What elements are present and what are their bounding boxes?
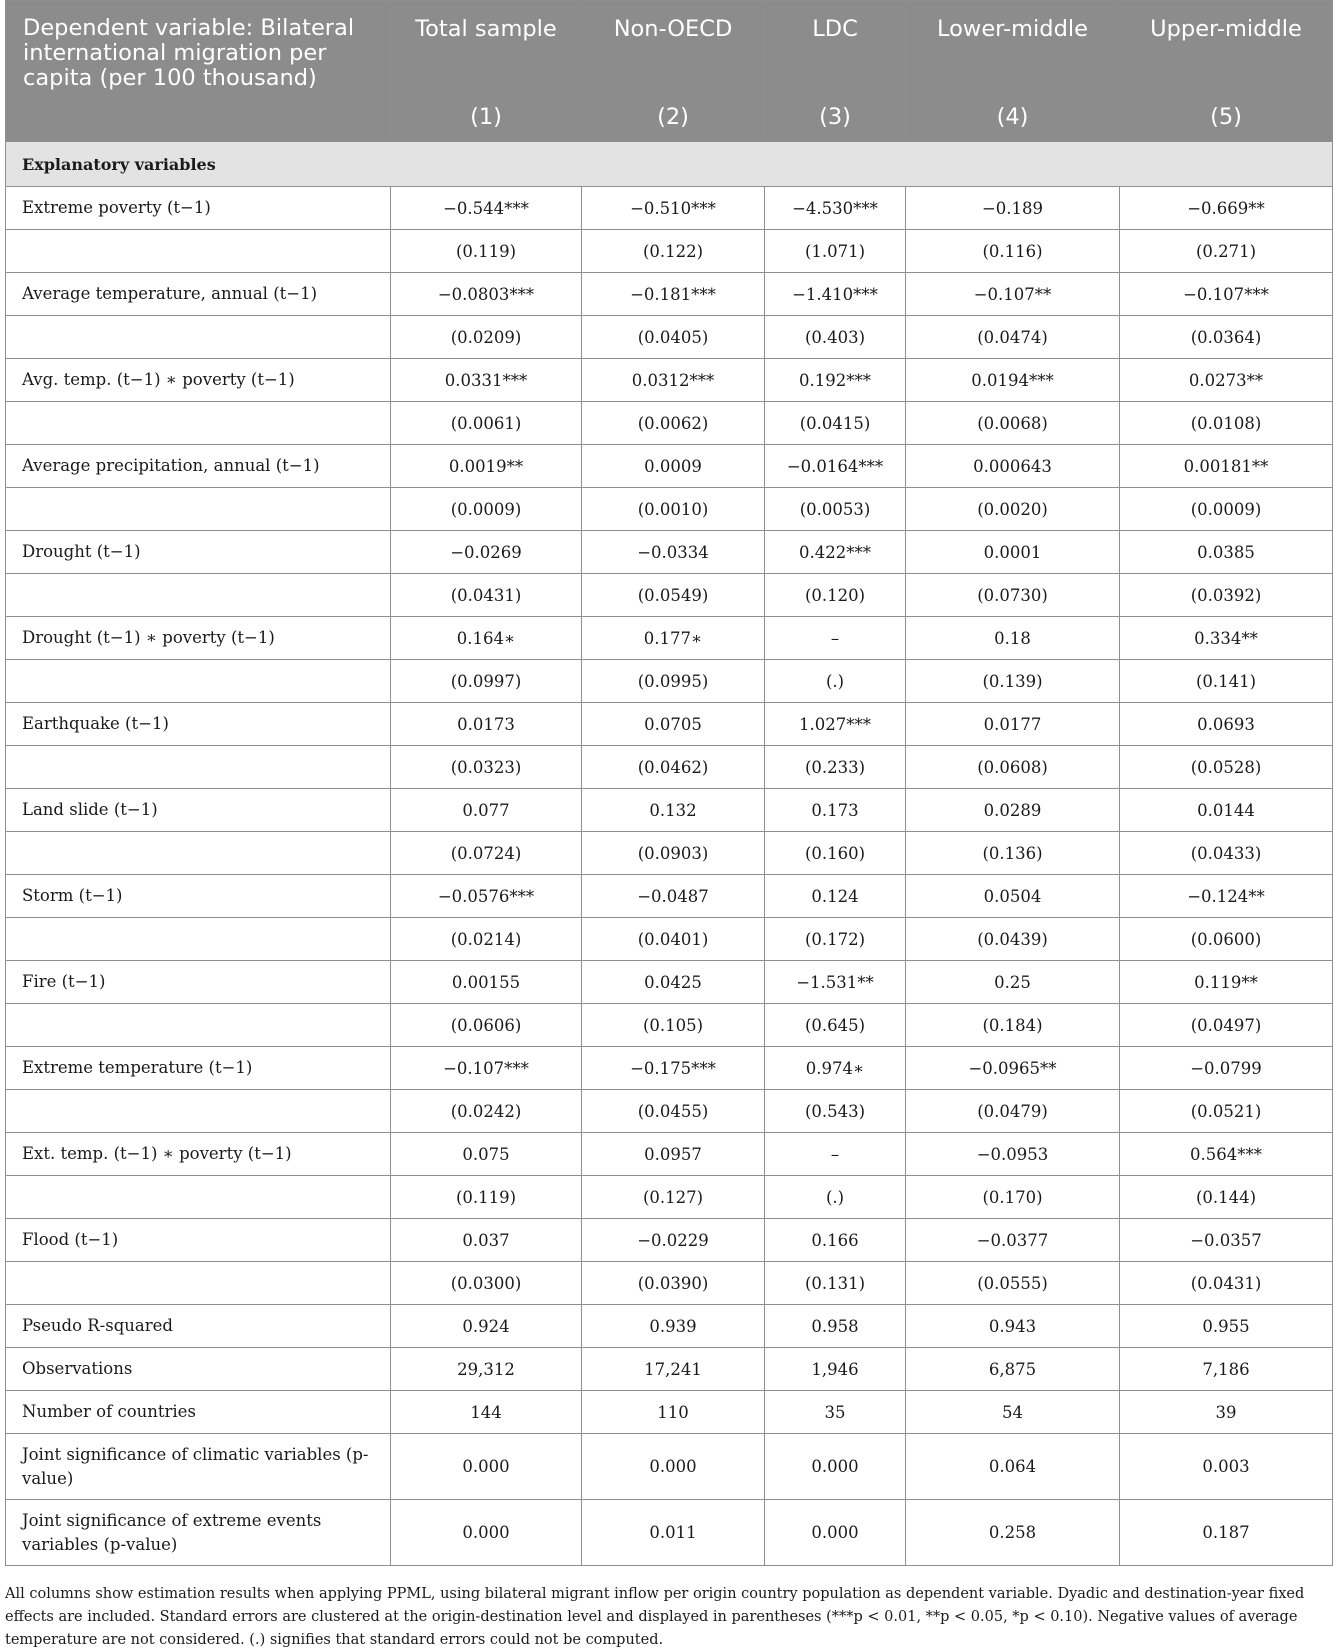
table-row (6, 746, 1333, 789)
cell-value: (0.136) (906, 832, 1120, 875)
cell-value: 1.027*** (765, 703, 906, 746)
cell-value: (0.105) (582, 1004, 765, 1047)
cell-value: 0.25 (906, 961, 1120, 1004)
cell-value: 0.166 (765, 1219, 906, 1262)
table-row (6, 574, 1333, 617)
cell-value: 0.0144 (1120, 789, 1333, 832)
cell-value: (0.0323) (391, 746, 582, 789)
table-row (6, 875, 1333, 918)
row-label: Observations (6, 1348, 391, 1391)
row-label: Earthquake (t−1) (6, 703, 391, 746)
cell-value: (0.0433) (1120, 832, 1333, 875)
row-label (6, 1090, 391, 1133)
cell-value: 144 (391, 1391, 582, 1434)
cell-value: 0.939 (582, 1305, 765, 1348)
table-header-row (6, 1, 1333, 142)
cell-value: 0.192*** (765, 359, 906, 402)
cell-value: 0.077 (391, 789, 582, 832)
cell-value: (0.0392) (1120, 574, 1333, 617)
row-label: Ext. temp. (t−1) ∗ poverty (t−1) (6, 1133, 391, 1176)
row-label (6, 402, 391, 445)
cell-value: 0.0693 (1120, 703, 1333, 746)
cell-value: (0.0474) (906, 316, 1120, 359)
cell-value: −0.0229 (582, 1219, 765, 1262)
column-number: (2) (657, 104, 689, 130)
cell-value: (0.0730) (906, 574, 1120, 617)
cell-value: 0.0194*** (906, 359, 1120, 402)
cell-value: −0.189 (906, 187, 1120, 230)
row-label (6, 574, 391, 617)
cell-value: −0.107*** (391, 1047, 582, 1090)
cell-value: (0.0061) (391, 402, 582, 445)
cell-value: −0.0576*** (391, 875, 582, 918)
table-row (6, 1004, 1333, 1047)
cell-value: (0.0053) (765, 488, 906, 531)
table-row (6, 1262, 1333, 1305)
cell-value: 0.0957 (582, 1133, 765, 1176)
cell-value: (0.0903) (582, 832, 765, 875)
row-label: Average precipitation, annual (t−1) (6, 445, 391, 488)
cell-value: 0.075 (391, 1133, 582, 1176)
cell-value: 0.422*** (765, 531, 906, 574)
cell-value: 0.037 (391, 1219, 582, 1262)
row-label: Fire (t−1) (6, 961, 391, 1004)
cell-value: (0.127) (582, 1176, 765, 1219)
row-label: Number of countries (6, 1391, 391, 1434)
row-label: Drought (t−1) (6, 531, 391, 574)
cell-value: −0.107** (906, 273, 1120, 316)
cell-value: (0.0997) (391, 660, 582, 703)
cell-value: 0.0009 (582, 445, 765, 488)
cell-value: 0.0177 (906, 703, 1120, 746)
cell-value: 0.0312*** (582, 359, 765, 402)
cell-value: (0.0431) (1120, 1262, 1333, 1305)
cell-value: 110 (582, 1391, 765, 1434)
table-footnote: All columns show estimation results when applying PPML, using bilateral migrant inflow per origin country population as dependent variable. Dyadic and destination-year fixed effects are included. Standard errors are clustered at the origin-destination level and displayed in parentheses (***p < 0.01, **p < 0.05, *p < 0.10). Negative values of average temperature are not considered. (.) signifies that standard errors could not be computed. (5, 1586, 1305, 1648)
cell-value: (0.0415) (765, 402, 906, 445)
cell-value: 7,186 (1120, 1348, 1333, 1391)
cell-value: 6,875 (906, 1348, 1120, 1391)
cell-value: (0.172) (765, 918, 906, 961)
table-row (6, 1176, 1333, 1219)
cell-value: −0.0965** (906, 1047, 1120, 1090)
cell-value: −0.175*** (582, 1047, 765, 1090)
column-header-non-oecd (582, 1, 765, 142)
row-label: Pseudo R-squared (6, 1305, 391, 1348)
cell-value: – (765, 617, 906, 660)
cell-value: 35 (765, 1391, 906, 1434)
row-label (6, 1004, 391, 1047)
cell-value: −0.0269 (391, 531, 582, 574)
cell-value: 0.334** (1120, 617, 1333, 660)
cell-value: 0.0504 (906, 875, 1120, 918)
cell-value: 0.0705 (582, 703, 765, 746)
cell-value: −0.0953 (906, 1133, 1120, 1176)
cell-value: (0.0405) (582, 316, 765, 359)
cell-value: 0.000 (391, 1500, 582, 1566)
row-label (6, 1176, 391, 1219)
row-label: Joint significance of extreme events variables (p-value) (6, 1500, 391, 1566)
cell-value: (0.131) (765, 1262, 906, 1305)
table-row (6, 1219, 1333, 1262)
cell-value: (0.0390) (582, 1262, 765, 1305)
cell-value: 0.119** (1120, 961, 1333, 1004)
table-row (6, 445, 1333, 488)
cell-value: (.) (765, 1176, 906, 1219)
cell-value: (0.0009) (1120, 488, 1333, 531)
table-body (6, 142, 1333, 1566)
cell-value: 0.00181** (1120, 445, 1333, 488)
row-label (6, 918, 391, 961)
cell-value: (1.071) (765, 230, 906, 273)
cell-value: (0.0364) (1120, 316, 1333, 359)
table-row (6, 1047, 1333, 1090)
cell-value: (0.0606) (391, 1004, 582, 1047)
row-label: Storm (t−1) (6, 875, 391, 918)
cell-value: 0.187 (1120, 1500, 1333, 1566)
cell-value: 0.000 (582, 1434, 765, 1500)
cell-value: 17,241 (582, 1348, 765, 1391)
cell-value: (0.0439) (906, 918, 1120, 961)
row-label: Average temperature, annual (t−1) (6, 273, 391, 316)
table-row (6, 961, 1333, 1004)
cell-value: (0.0521) (1120, 1090, 1333, 1133)
cell-value: −0.669** (1120, 187, 1333, 230)
cell-value: 0.955 (1120, 1305, 1333, 1348)
cell-value: (0.0555) (906, 1262, 1120, 1305)
cell-value: (0.0608) (906, 746, 1120, 789)
cell-value: – (765, 1133, 906, 1176)
column-name: Upper-middle (1150, 16, 1302, 42)
table-row (6, 660, 1333, 703)
cell-value: 0.18 (906, 617, 1120, 660)
cell-value: (0.0062) (582, 402, 765, 445)
column-header-upper-middle (1120, 1, 1333, 142)
cell-value: (0.0724) (391, 832, 582, 875)
row-label (6, 230, 391, 273)
cell-value: (0.119) (391, 230, 582, 273)
cell-value: 0.173 (765, 789, 906, 832)
cell-value: −0.124** (1120, 875, 1333, 918)
cell-value: (0.119) (391, 1176, 582, 1219)
table-row (6, 918, 1333, 961)
cell-value: 0.124 (765, 875, 906, 918)
cell-value: 0.958 (765, 1305, 906, 1348)
table-row (6, 402, 1333, 445)
cell-value: −0.0164*** (765, 445, 906, 488)
cell-value: (0.170) (906, 1176, 1120, 1219)
cell-value: (0.543) (765, 1090, 906, 1133)
cell-value: 39 (1120, 1391, 1333, 1434)
cell-value: (0.403) (765, 316, 906, 359)
cell-value: −0.0803*** (391, 273, 582, 316)
cell-value: (.) (765, 660, 906, 703)
cell-value: −0.0377 (906, 1219, 1120, 1262)
table-row (6, 1434, 1333, 1500)
row-label (6, 316, 391, 359)
row-label (6, 660, 391, 703)
row-label: Land slide (t−1) (6, 789, 391, 832)
cell-value: (0.0600) (1120, 918, 1333, 961)
table-row (6, 1500, 1333, 1566)
cell-value: (0.0528) (1120, 746, 1333, 789)
cell-value: −0.0334 (582, 531, 765, 574)
row-label: Extreme poverty (t−1) (6, 187, 391, 230)
cell-value: (0.0479) (906, 1090, 1120, 1133)
cell-value: −0.510*** (582, 187, 765, 230)
cell-value: −1.410*** (765, 273, 906, 316)
cell-value: 0.0173 (391, 703, 582, 746)
cell-value: (0.233) (765, 746, 906, 789)
cell-value: 0.924 (391, 1305, 582, 1348)
cell-value: (0.0068) (906, 402, 1120, 445)
row-label: Drought (t−1) ∗ poverty (t−1) (6, 617, 391, 660)
cell-value: (0.122) (582, 230, 765, 273)
cell-value: −0.0357 (1120, 1219, 1333, 1262)
column-name: LDC (812, 16, 858, 42)
table-row (6, 273, 1333, 316)
cell-value: −0.544*** (391, 187, 582, 230)
cell-value: (0.0455) (582, 1090, 765, 1133)
cell-value: 0.0331*** (391, 359, 582, 402)
column-name: Lower-middle (937, 16, 1088, 42)
cell-value: (0.0214) (391, 918, 582, 961)
cell-value: 0.258 (906, 1500, 1120, 1566)
row-label: Avg. temp. (t−1) ∗ poverty (t−1) (6, 359, 391, 402)
cell-value: (0.0995) (582, 660, 765, 703)
cell-value: (0.144) (1120, 1176, 1333, 1219)
cell-value: (0.0108) (1120, 402, 1333, 445)
cell-value: (0.0462) (582, 746, 765, 789)
table-row (6, 187, 1333, 230)
table-row (6, 531, 1333, 574)
column-name: Non-OECD (613, 16, 733, 42)
row-label (6, 488, 391, 531)
column-number: (5) (1210, 104, 1242, 130)
cell-value: 0.011 (582, 1500, 765, 1566)
cell-value: 0.0001 (906, 531, 1120, 574)
cell-value: 0.00155 (391, 961, 582, 1004)
cell-value: 0.003 (1120, 1434, 1333, 1500)
cell-value: (0.0300) (391, 1262, 582, 1305)
cell-value: (0.271) (1120, 230, 1333, 273)
cell-value: 0.0019** (391, 445, 582, 488)
cell-value: −0.107*** (1120, 273, 1333, 316)
cell-value: 0.0273** (1120, 359, 1333, 402)
cell-value: (0.160) (765, 832, 906, 875)
cell-value: (0.0431) (391, 574, 582, 617)
column-name: Total sample (415, 16, 557, 42)
cell-value: (0.0497) (1120, 1004, 1333, 1047)
cell-value: (0.645) (765, 1004, 906, 1047)
cell-value: 0.164∗ (391, 617, 582, 660)
section-row (6, 142, 1333, 187)
cell-value: 0.000643 (906, 445, 1120, 488)
column-number: (1) (470, 104, 502, 130)
cell-value: −0.181*** (582, 273, 765, 316)
cell-value: (0.0242) (391, 1090, 582, 1133)
cell-value: 0.132 (582, 789, 765, 832)
cell-value: (0.0010) (582, 488, 765, 531)
table-row (6, 1133, 1333, 1176)
table-row (6, 1090, 1333, 1133)
table-row (6, 789, 1333, 832)
table-row (6, 1348, 1333, 1391)
table-row (6, 359, 1333, 402)
cell-value: 54 (906, 1391, 1120, 1434)
cell-value: 0.000 (765, 1500, 906, 1566)
dependent-variable-header: Dependent variable: Bilateral international migration per capita (per 100 thousand) (6, 1, 391, 142)
table-row (6, 316, 1333, 359)
cell-value: (0.0020) (906, 488, 1120, 531)
cell-value: (0.0009) (391, 488, 582, 531)
column-number: (3) (819, 104, 851, 130)
table-row (6, 230, 1333, 273)
column-header-lower-middle (906, 1, 1120, 142)
cell-value: 0.564*** (1120, 1133, 1333, 1176)
cell-value: 0.0425 (582, 961, 765, 1004)
cell-value: −0.0799 (1120, 1047, 1333, 1090)
cell-value: 0.064 (906, 1434, 1120, 1500)
cell-value: −1.531** (765, 961, 906, 1004)
table-row (6, 703, 1333, 746)
column-header-ldc (765, 1, 906, 142)
cell-value: 0.177∗ (582, 617, 765, 660)
cell-value: (0.184) (906, 1004, 1120, 1047)
section-label: Explanatory variables (6, 142, 1333, 187)
row-label (6, 746, 391, 789)
cell-value: −0.0487 (582, 875, 765, 918)
cell-value: (0.0401) (582, 918, 765, 961)
table-row (6, 832, 1333, 875)
table-row (6, 488, 1333, 531)
column-number: (4) (996, 104, 1029, 130)
row-label: Extreme temperature (t−1) (6, 1047, 391, 1090)
cell-value: (0.0549) (582, 574, 765, 617)
regression-table-container (5, 0, 1332, 1566)
row-label: Joint significance of climatic variables (p-value) (6, 1434, 391, 1500)
row-label (6, 1262, 391, 1305)
cell-value: 0.000 (391, 1434, 582, 1500)
column-header-total-sample (391, 1, 582, 142)
cell-value: 0.943 (906, 1305, 1120, 1348)
cell-value: 0.000 (765, 1434, 906, 1500)
cell-value: 0.0385 (1120, 531, 1333, 574)
cell-value: 0.0289 (906, 789, 1120, 832)
regression-table (5, 0, 1333, 1566)
cell-value: (0.139) (906, 660, 1120, 703)
cell-value: (0.0209) (391, 316, 582, 359)
cell-value: (0.120) (765, 574, 906, 617)
cell-value: 0.974∗ (765, 1047, 906, 1090)
cell-value: (0.141) (1120, 660, 1333, 703)
row-label: Flood (t−1) (6, 1219, 391, 1262)
table-row (6, 1305, 1333, 1348)
row-label (6, 832, 391, 875)
cell-value: 29,312 (391, 1348, 582, 1391)
cell-value: 1,946 (765, 1348, 906, 1391)
cell-value: −4.530*** (765, 187, 906, 230)
table-row (6, 1391, 1333, 1434)
cell-value: (0.116) (906, 230, 1120, 273)
table-row (6, 617, 1333, 660)
